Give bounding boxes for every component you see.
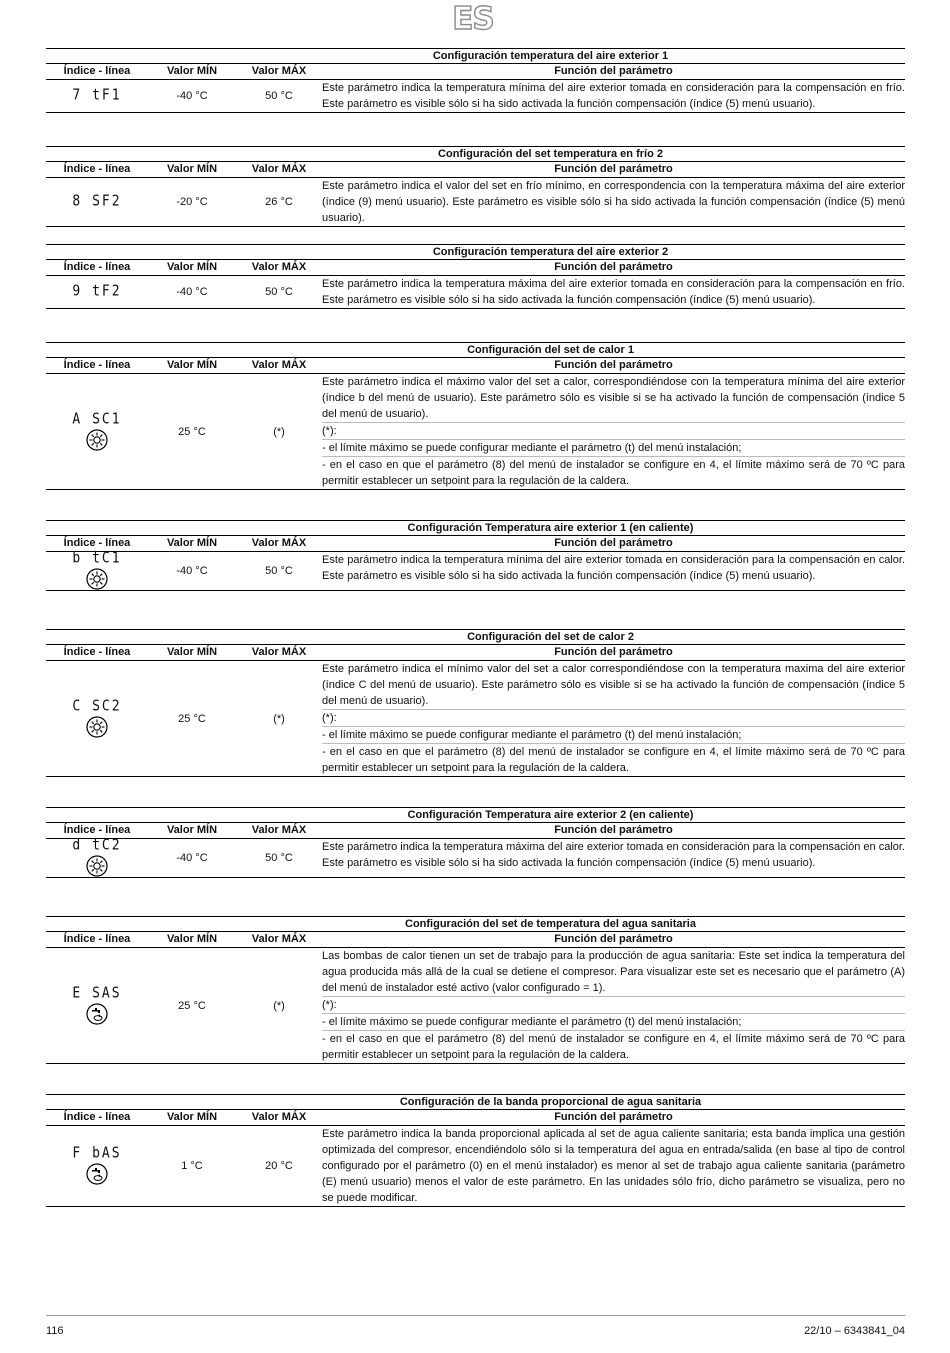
max-value: (*) <box>273 999 285 1012</box>
function-description <box>322 948 905 1063</box>
table-row <box>46 1126 905 1207</box>
description-line: - en el caso en que el parámetro (8) del menú de instalador se configure en 4, el límite máximo será de 70 ºC para permitir establecer un setpoint para la regulación de la caldera. <box>322 459 905 487</box>
index-cell <box>46 374 148 489</box>
display-code: C SC2 <box>72 697 122 715</box>
section-title: Configuración del set de calor 1 <box>46 342 905 357</box>
description-line: - en el caso en que el parámetro (8) del menú de instalador se configure en 4, el límite máximo será de 70 ºC para permitir establecer un setpoint para la regulación de la caldera. <box>322 746 905 774</box>
description-line: Este parámetro indica el valor del set en frío mínimo, en correspondencia con la temperatura máxima del aire exterior (índice (9) menú usuario). Este parámetro es visible sólo si ha sido activada la función compensación (índice (5) menú usuario). <box>322 180 905 224</box>
table-row <box>46 661 905 777</box>
index-cell <box>46 80 148 112</box>
max-value: (*) <box>273 425 285 438</box>
parameter-section <box>46 342 905 490</box>
parameter-section <box>46 807 905 878</box>
table-row <box>46 948 905 1064</box>
header-index: Índice - línea <box>63 163 131 175</box>
header-max: Valor MÁX <box>251 824 307 836</box>
parameter-section <box>46 244 905 309</box>
table-header <box>46 161 905 178</box>
parameter-section <box>46 916 905 1064</box>
header-max: Valor MÁX <box>251 1111 307 1123</box>
section-title: Configuración Temperatura aire exterior 1 (en caliente) <box>46 520 905 535</box>
table-header <box>46 63 905 80</box>
header-max: Valor MÁX <box>251 646 307 658</box>
section-title: Configuración del set temperatura en frío 2 <box>46 146 905 161</box>
section-title: Configuración Temperatura aire exterior 2 (en caliente) <box>46 807 905 822</box>
description-line: Este parámetro indica la temperatura máxima del aire exterior tomada en consideración para la compensación en calor. Este parámetro es visible sólo si ha sido activada la función compensación (índice (5) menú usuario). <box>322 841 905 869</box>
max-value: 50 °C <box>265 852 293 864</box>
function-description <box>322 374 905 489</box>
header-function: Función del parámetro <box>554 163 673 175</box>
index-cell <box>46 178 148 226</box>
min-value: 25 °C <box>178 425 206 438</box>
header-index: Índice - línea <box>63 65 131 77</box>
header-function: Función del parámetro <box>554 824 673 836</box>
table-header <box>46 259 905 276</box>
description-line: - el límite máximo se puede configurar mediante el parámetro (t) del menú instalación; <box>322 1014 905 1031</box>
header-function: Función del parámetro <box>554 359 673 371</box>
min-value: -40 °C <box>176 90 208 102</box>
header-index: Índice - línea <box>63 359 131 371</box>
header-min: Valor MÍN <box>166 261 218 273</box>
table-header <box>46 822 905 839</box>
header-max: Valor MÁX <box>251 537 307 549</box>
header-min: Valor MÍN <box>166 65 218 77</box>
max-value: 26 °C <box>265 196 293 208</box>
table-header <box>46 535 905 552</box>
description-line: Este parámetro indica el máximo valor del set a calor, correspondiéndose con la temperatura mínima del aire exterior (índice b del menú de usuario). Este parámetro sólo es visible si se ha activado la función de compensación (índice 5 del menú de usuario). <box>322 374 905 423</box>
index-cell <box>46 836 148 877</box>
header-index: Índice - línea <box>63 537 131 549</box>
max-value: 50 °C <box>265 90 293 102</box>
section-title: Configuración de la banda proporcional de agua sanitaria <box>46 1094 905 1109</box>
max-value: (*) <box>273 712 285 725</box>
header-index: Índice - línea <box>63 824 131 836</box>
section-title: Configuración temperatura del aire exterior 2 <box>46 244 905 259</box>
index-cell <box>46 1126 148 1206</box>
header-max: Valor MÁX <box>251 65 307 77</box>
page-footer <box>46 1315 905 1337</box>
index-cell <box>46 661 148 776</box>
min-value: -40 °C <box>176 565 208 577</box>
function-description <box>322 276 905 308</box>
display-code: 8 SF2 <box>72 192 122 211</box>
display-code: d tC2 <box>72 836 122 855</box>
section-title: Configuración temperatura del aire exterior 1 <box>46 48 905 63</box>
description-line: Este parámetro indica la temperatura mínima del aire exterior tomada en consideración para la compensación en frío. Este parámetro es visible sólo si ha sido activada la función compensación (índice (5) menú usuario). <box>322 82 905 110</box>
min-value: -40 °C <box>176 286 208 298</box>
header-function: Función del parámetro <box>554 646 673 658</box>
description-line: (*): <box>322 997 905 1014</box>
table-row <box>46 374 905 490</box>
display-code: 7 tF1 <box>72 86 122 105</box>
faucet-icon <box>86 1001 108 1025</box>
table-header <box>46 931 905 948</box>
function-description <box>322 1126 905 1206</box>
display-code: 9 tF2 <box>72 282 122 301</box>
max-value: 20 °C <box>265 1160 293 1172</box>
header-function: Función del parámetro <box>554 65 673 77</box>
table-row <box>46 178 905 227</box>
header-max: Valor MÁX <box>251 163 307 175</box>
header-function: Función del parámetro <box>554 261 673 273</box>
section-title: Configuración del set de temperatura del agua sanitaria <box>46 916 905 931</box>
header-max: Valor MÁX <box>251 261 307 273</box>
table-row <box>46 276 905 309</box>
display-code: F bAS <box>72 1144 122 1163</box>
table-header <box>46 1109 905 1126</box>
index-cell <box>46 276 148 308</box>
function-description <box>322 178 905 226</box>
description-line: Las bombas de calor tienen un set de trabajo para la producción de agua sanitaria: Este set indica la temperatura del agua producida más allá de la cual se detiene el compresor. Para visualizar este set es necesario que el parámetro (A) del menú de instalador esté activo (valor configurado = 1). <box>322 948 905 997</box>
description-line: (*): <box>322 423 905 440</box>
header-index: Índice - línea <box>63 1111 131 1123</box>
header-index: Índice - línea <box>63 646 131 658</box>
display-code: b tC1 <box>72 549 122 568</box>
header-min: Valor MÍN <box>166 646 218 658</box>
header-max: Valor MÁX <box>251 933 307 945</box>
function-description <box>322 839 905 877</box>
header-function: Función del parámetro <box>554 1111 673 1123</box>
function-description <box>322 552 905 590</box>
description-line: - el límite máximo se puede configurar mediante el parámetro (t) del menú instalación; <box>322 440 905 457</box>
table-header <box>46 644 905 661</box>
min-value: -20 °C <box>176 196 208 208</box>
index-cell <box>46 948 148 1063</box>
section-title: Configuración del set de calor 2 <box>46 629 905 644</box>
sun-icon <box>86 427 108 451</box>
min-value: 25 °C <box>178 712 206 725</box>
sun-icon <box>86 714 108 738</box>
header-min: Valor MÍN <box>166 933 218 945</box>
max-value: 50 °C <box>265 565 293 577</box>
header-index: Índice - línea <box>63 933 131 945</box>
header-min: Valor MÍN <box>166 1111 218 1123</box>
sun-icon <box>86 853 108 877</box>
function-description <box>322 80 905 112</box>
header-min: Valor MÍN <box>166 163 218 175</box>
description-line: Este parámetro indica la banda proporcional aplicada al set de agua caliente sanitaria; esta banda implica una gestión optimizada del compresor, encendiéndolo sólo si la temperatura del agua en entrada/salida (en base al tipo de control configurado por el parámetro (0) en el menú instalador) es menor al set de trabajo agua caliente sanitaria (parámetro (E) menú usuario) menos el valor de este parámetro. En las unidades sólo frío, dicho parámetro se visualiza, pero no se puede modificar. <box>322 1128 905 1204</box>
min-value: -40 °C <box>176 852 208 864</box>
description-line: Este parámetro indica el mínimo valor del set a calor correspondiéndose con la temperatura maxima del aire exterior (índice C del menú de usuario). Este parámetro sólo es visible si se ha activado la función de compensación (índice 5 del menú de usuario). <box>322 661 905 710</box>
description-line: (*): <box>322 710 905 727</box>
description-line: - en el caso en que el parámetro (8) del menú de instalador se configure en 4, el límite máximo será de 70 ºC para permitir establecer un setpoint para la regulación de la caldera. <box>322 1033 905 1061</box>
parameter-section <box>46 48 905 113</box>
description-line: - el límite máximo se puede configurar mediante el parámetro (t) del menú instalación; <box>322 727 905 744</box>
index-cell <box>46 549 148 590</box>
description-line: Este parámetro indica la temperatura máxima del aire exterior tomada en consideración para la compensación en frío. Este parámetro es visible sólo si ha sido activada la función compensación (índice (5) menú usuario). <box>322 278 905 306</box>
parameter-section <box>46 520 905 591</box>
min-value: 25 °C <box>178 999 206 1012</box>
table-header <box>46 357 905 374</box>
document-code: 22/10 – 6343841_04 <box>804 1325 905 1337</box>
header-index: Índice - línea <box>63 261 131 273</box>
header-function: Función del parámetro <box>554 537 673 549</box>
display-code: A SC1 <box>72 410 122 428</box>
table-row <box>46 80 905 113</box>
header-function: Función del parámetro <box>554 933 673 945</box>
header-min: Valor MÍN <box>166 359 218 371</box>
max-value: 50 °C <box>265 286 293 298</box>
parameter-section <box>46 1094 905 1207</box>
display-code: E SAS <box>72 984 122 1002</box>
language-badge: ES <box>452 1 494 37</box>
page-number: 116 <box>46 1325 64 1337</box>
function-description <box>322 661 905 776</box>
table-row <box>46 836 905 878</box>
sun-icon <box>86 566 108 590</box>
table-row <box>46 549 905 591</box>
parameter-section <box>46 146 905 227</box>
description-line: Este parámetro indica la temperatura mínima del aire exterior tomada en consideración para la compensación en calor. Este parámetro es visible sólo si ha sido activada la función compensación (índice (5) menú usuario). <box>322 554 905 582</box>
header-max: Valor MÁX <box>251 359 307 371</box>
header-min: Valor MÍN <box>166 824 218 836</box>
min-value: 1 °C <box>181 1160 203 1172</box>
faucet-icon <box>86 1161 108 1185</box>
header-min: Valor MÍN <box>166 537 218 549</box>
parameter-section <box>46 629 905 777</box>
